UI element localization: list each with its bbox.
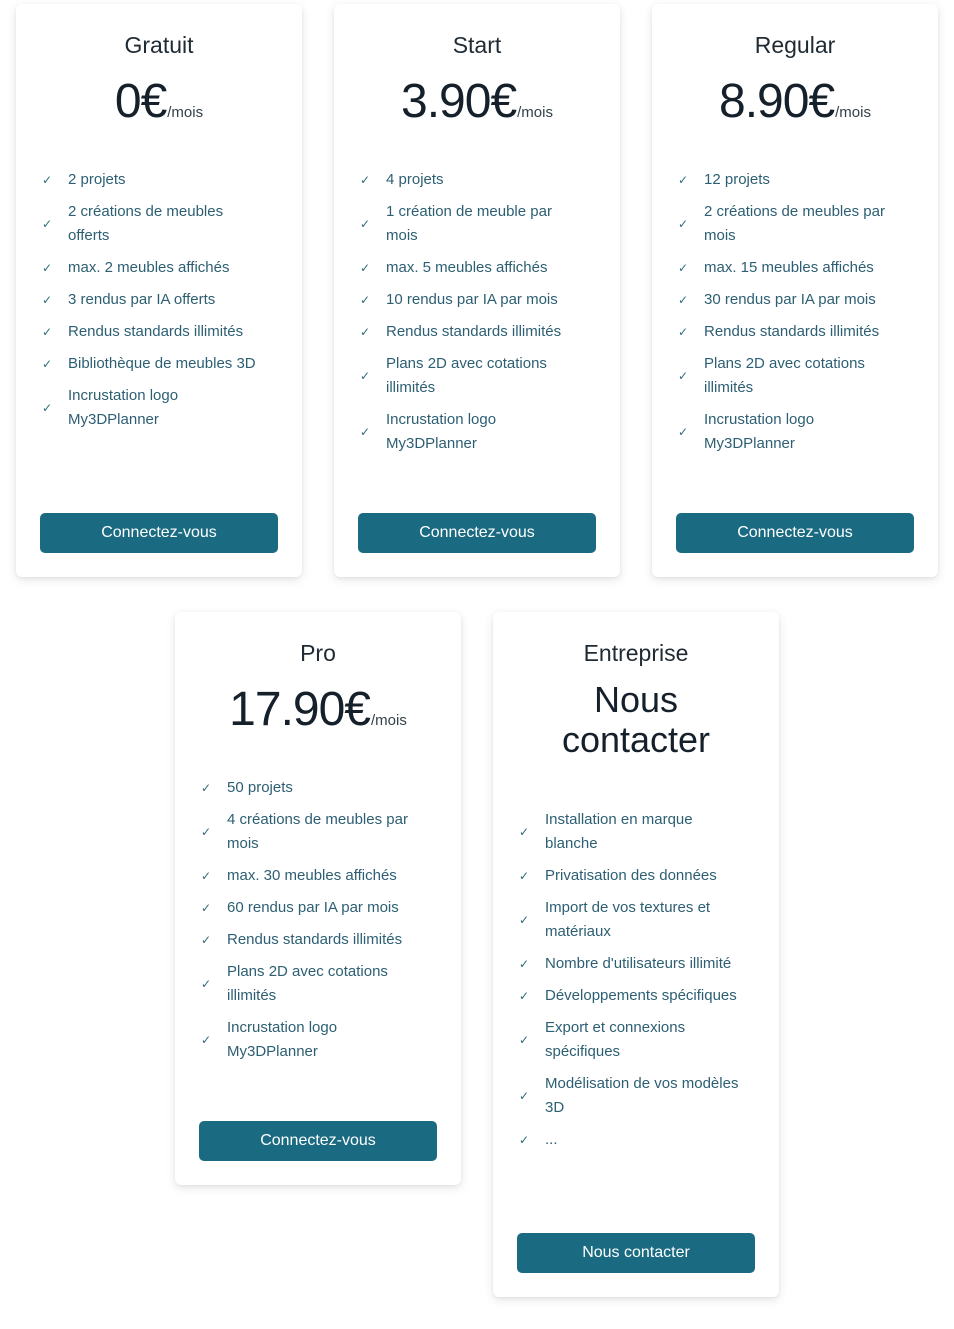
- check-icon: ✓: [519, 957, 530, 971]
- feature-item: [676, 320, 918, 344]
- price-amount: 8.90€: [719, 75, 835, 128]
- check-icon: ✓: [360, 293, 371, 307]
- price-unit: /mois: [835, 104, 871, 121]
- feature-item: [676, 168, 918, 192]
- check-icon: ✓: [201, 781, 212, 795]
- feature-text: Incrustation logo My3DPlanner: [704, 411, 815, 452]
- feature-list: [40, 168, 282, 440]
- feature-text: 4 projets: [386, 171, 444, 188]
- feature-text: Plans 2D avec cotations illimités: [386, 355, 547, 396]
- check-icon: ✓: [42, 401, 53, 415]
- feature-text: max. 2 meubles affichés: [68, 259, 230, 276]
- feature-item: [199, 896, 441, 920]
- plan-price: [652, 74, 938, 129]
- feature-item: [199, 864, 441, 888]
- check-icon: ✓: [201, 1033, 212, 1047]
- check-icon: ✓: [201, 825, 212, 839]
- feature-text: 2 créations de meubles par mois: [704, 203, 885, 244]
- contact-title: [553, 680, 719, 760]
- feature-item: [358, 256, 600, 280]
- feature-text: 30 rendus par IA par mois: [704, 291, 876, 308]
- feature-text: Rendus standards illimités: [386, 323, 562, 340]
- feature-item: [40, 200, 230, 248]
- check-icon: ✓: [678, 293, 689, 307]
- feature-text: Rendus standards illimités: [704, 323, 880, 340]
- check-icon: ✓: [201, 901, 212, 915]
- price-amount: 17.90€: [229, 683, 370, 736]
- feature-item: [358, 200, 568, 248]
- feature-text: Import de vos textures et matériaux: [545, 899, 711, 940]
- plan-name: Gratuit: [124, 32, 194, 58]
- check-icon: ✓: [678, 261, 689, 275]
- check-icon: ✓: [42, 173, 53, 187]
- feature-text: 60 rendus par IA par mois: [227, 899, 399, 916]
- check-icon: ✓: [360, 173, 371, 187]
- plan-card-gratuit: [16, 4, 302, 577]
- check-icon: ✓: [42, 217, 53, 231]
- feature-item: [676, 352, 886, 400]
- check-icon: ✓: [519, 913, 530, 927]
- check-icon: ✓: [201, 933, 212, 947]
- check-icon: ✓: [201, 869, 212, 883]
- feature-text: 12 projets: [704, 171, 770, 188]
- feature-item: [358, 352, 568, 400]
- price-unit: /mois: [167, 104, 204, 121]
- feature-text: Privatisation des données: [545, 867, 717, 884]
- plan-name: Pro: [300, 640, 336, 666]
- feature-text: Développements spécifiques: [545, 987, 737, 1004]
- feature-text: Plans 2D avec cotations illimités: [704, 355, 865, 396]
- feature-item: [40, 320, 282, 344]
- feature-text: max. 30 meubles affichés: [227, 867, 397, 884]
- feature-item: [358, 288, 600, 312]
- feature-item: [199, 808, 425, 856]
- check-icon: ✓: [360, 261, 371, 275]
- check-icon: ✓: [360, 369, 371, 383]
- feature-text: Nombre d'utilisateurs illimité: [545, 955, 732, 972]
- feature-item: [517, 896, 727, 944]
- check-icon: ✓: [678, 325, 689, 339]
- price-unit: /mois: [370, 712, 407, 729]
- feature-item: [517, 864, 759, 888]
- contact-title-text: Nous contacter: [561, 679, 711, 760]
- feature-item: [199, 776, 441, 800]
- feature-text: 50 projets: [227, 779, 293, 796]
- check-icon: ✓: [678, 369, 689, 383]
- feature-text: ...: [545, 1131, 558, 1148]
- feature-item: [40, 256, 282, 280]
- feature-item: [676, 256, 918, 280]
- feature-text: Rendus standards illimités: [68, 323, 244, 340]
- feature-item: [517, 1128, 759, 1152]
- feature-text: max. 15 meubles affichés: [704, 259, 874, 276]
- check-icon: ✓: [519, 1133, 530, 1147]
- feature-list: [358, 168, 600, 464]
- check-icon: ✓: [42, 261, 53, 275]
- login-button[interactable]: Connectez-vous: [40, 513, 278, 553]
- contact-button[interactable]: Nous contacter: [517, 1233, 755, 1273]
- feature-list: [676, 168, 918, 464]
- feature-item: [40, 168, 282, 192]
- feature-text: 1 création de meuble par mois: [386, 203, 552, 244]
- feature-item: [676, 288, 918, 312]
- feature-text: Incrustation logo My3DPlanner: [227, 1019, 338, 1060]
- feature-list: [517, 808, 759, 1160]
- plan-price: [16, 74, 302, 129]
- check-icon: ✓: [519, 989, 530, 1003]
- check-icon: ✓: [678, 425, 689, 439]
- check-icon: ✓: [42, 325, 53, 339]
- plan-card-pro: [175, 612, 461, 1185]
- check-icon: ✓: [678, 217, 689, 231]
- plan-card-entreprise: [493, 612, 779, 1297]
- feature-text: Rendus standards illimités: [227, 931, 403, 948]
- feature-item: [517, 952, 759, 976]
- feature-text: Incrustation logo My3DPlanner: [386, 411, 497, 452]
- feature-text: 4 créations de meubles par mois: [227, 811, 408, 852]
- check-icon: ✓: [42, 357, 53, 371]
- feature-item: [358, 320, 600, 344]
- check-icon: ✓: [519, 1033, 530, 1047]
- feature-text: max. 5 meubles affichés: [386, 259, 548, 276]
- feature-item: [40, 352, 282, 376]
- feature-text: Plans 2D avec cotations illimités: [227, 963, 388, 1004]
- feature-item: [676, 408, 836, 456]
- check-icon: ✓: [201, 977, 212, 991]
- feature-item: [517, 1072, 757, 1120]
- price-unit: /mois: [517, 104, 553, 121]
- feature-item: [199, 960, 409, 1008]
- feature-text: Modélisation de vos modèles 3D: [545, 1075, 739, 1116]
- feature-item: [199, 1016, 359, 1064]
- check-icon: ✓: [360, 325, 371, 339]
- feature-text: Bibliothèque de meubles 3D: [68, 355, 256, 372]
- check-icon: ✓: [42, 293, 53, 307]
- plan-name: Start: [452, 32, 502, 58]
- login-button[interactable]: Connectez-vous: [676, 513, 914, 553]
- feature-list: [199, 776, 441, 1072]
- plan-card-regular: [652, 4, 938, 577]
- feature-item: [517, 984, 759, 1008]
- check-icon: ✓: [519, 825, 530, 839]
- feature-text: 2 créations de meubles offerts: [68, 203, 224, 244]
- check-icon: ✓: [678, 173, 689, 187]
- feature-text: 10 rendus par IA par mois: [386, 291, 558, 308]
- check-icon: ✓: [360, 425, 371, 439]
- feature-item: [199, 928, 441, 952]
- plan-price: [175, 682, 461, 737]
- feature-item: [517, 1016, 707, 1064]
- plan-name: Regular: [754, 32, 836, 58]
- plan-name: Entreprise: [583, 640, 689, 666]
- feature-text: 2 projets: [68, 171, 126, 188]
- check-icon: ✓: [360, 217, 371, 231]
- login-button[interactable]: Connectez-vous: [358, 513, 596, 553]
- price-amount: 3.90€: [401, 75, 517, 128]
- check-icon: ✓: [519, 869, 530, 883]
- feature-text: Export et connexions spécifiques: [545, 1019, 686, 1060]
- login-button[interactable]: Connectez-vous: [199, 1121, 437, 1161]
- feature-item: [40, 288, 282, 312]
- price-amount: 0€: [114, 75, 167, 128]
- feature-item: [358, 168, 600, 192]
- feature-text: Incrustation logo My3DPlanner: [68, 387, 179, 428]
- feature-item: [517, 808, 717, 856]
- check-icon: ✓: [519, 1089, 530, 1103]
- plan-price: [334, 74, 620, 129]
- plan-card-start: [334, 4, 620, 577]
- feature-item: [40, 384, 200, 432]
- feature-text: 3 rendus par IA offerts: [68, 291, 216, 308]
- feature-item: [676, 200, 902, 248]
- feature-item: [358, 408, 518, 456]
- feature-text: Installation en marque blanche: [545, 811, 693, 852]
